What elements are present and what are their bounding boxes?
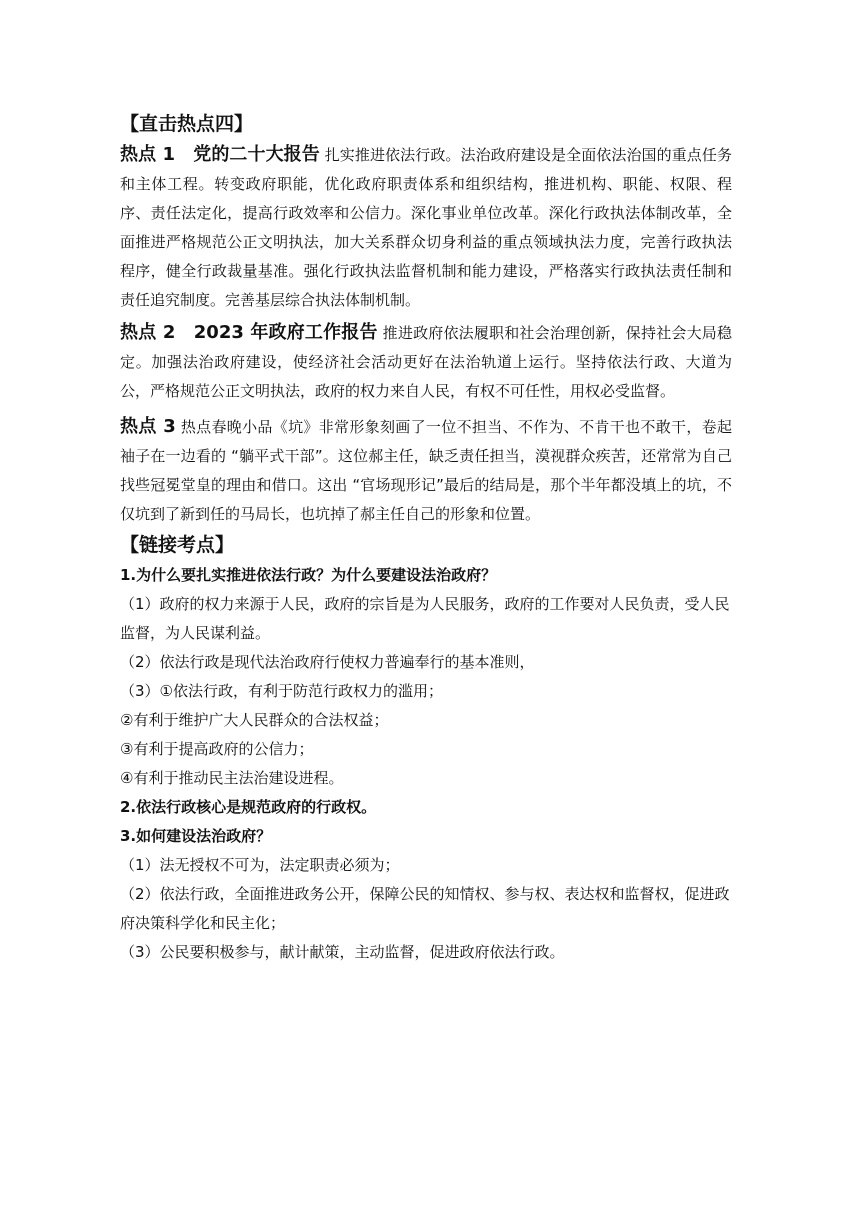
hotspot-2-label: 热点 2 2023 年政府工作报告	[120, 322, 378, 343]
question-3-item: （2）依法行政，全面推进政务公开，保障公民的知情权、参与权、表达权和监督权，促进政府决策科学化和民主化；	[120, 885, 730, 932]
document-page	[120, 108, 732, 967]
hotspot-2-paragraph	[120, 318, 732, 406]
hotspot-3-paragraph	[120, 412, 732, 529]
hotspot-1-paragraph	[120, 140, 732, 315]
hotspot-3-text: 热点春晚小品《坑》非常形象刻画了一位不担当、不作为、不肯干也不敢干，卷起袖子在一边看的 “躺平式干部”。这位郝主任，缺乏责任担当，漠视群众疾苦，还常常为自己找些冠冕堂皇的理由和借口。这出 “官场现形记”最后的结局是，那个半年都没填上的坑，不仅坑到了新到任的马局长，也坑掉了郝主任自己的形象和位置。	[120, 418, 732, 523]
question-1-item: （2）依法行政是现代法治政府行使权力普遍奉行的基本准则，	[120, 653, 535, 671]
question-1-item: （3）①依法行政，有利于防范行政权力的滥用；	[120, 682, 443, 700]
section-heading-exam-points: 【链接考点】	[120, 534, 235, 556]
question-1-item: ③有利于提高政府的公信力；	[120, 740, 314, 758]
hotspot-3-label: 热点 3	[120, 416, 176, 437]
question-3-item: （3）公民要积极参与，献计献策，主动监督，促进政府依法行政。	[120, 943, 565, 961]
section-heading-hotspots: 【直击热点四】	[120, 113, 254, 135]
question-3-title: 3.如何建设法治政府？	[120, 827, 272, 845]
hotspot-1-text: 扎实推进依法行政。法治政府建设是全面依法治国的重点任务和主体工程。转变政府职能，优化政府职责体系和组织结构，推进机构、职能、权限、程序、责任法定化，提高行政效率和公信力。深化事业单位改革。深化行政执法体制改革，全面推进严格规范公正文明执法，加大关系群众切身利益的重点领域执法力度，完善行政执法程序，健全行政裁量基准。强化行政执法监督机制和能力建设，严格落实行政执法责任制和责任追究制度。完善基层综合执法体制机制。	[120, 146, 732, 309]
hotspot-1-label: 热点 1 党的二十大报告	[120, 144, 320, 165]
question-1-item: ②有利于维护广大人民群众的合法权益；	[120, 711, 389, 729]
question-2-title: 2.依法行政核心是规范政府的行政权。	[120, 798, 377, 816]
question-3-item: （1）法无授权不可为，法定职责必须为；	[120, 856, 400, 874]
question-1-item: （1）政府的权力来源于人民，政府的宗旨是为人民服务，政府的工作要对人民负责，受人民监督，为人民谋利益。	[120, 595, 730, 642]
question-1-title: 1.为什么要扎实推进依法行政？为什么要建设法治政府？	[120, 566, 497, 584]
question-1-item: ④有利于推动民主法治建设进程。	[120, 769, 344, 787]
hotspot-2-text: 推进政府依法履职和社会治理创新，保持社会大局稳定。加强法治政府建设，使经济社会活动更好在法治轨道上运行。坚持依法行政、大道为公，严格规范公正文明执法，政府的权力来自人民，有权不可任性，用权必受监督。	[120, 324, 732, 400]
